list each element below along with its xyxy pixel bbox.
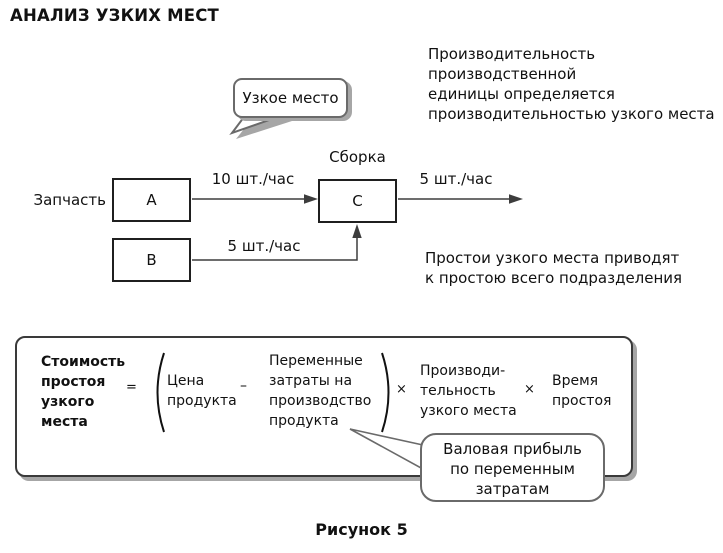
formula-downtime-line: простоя	[552, 393, 612, 409]
arrow-b-to-c-head	[352, 224, 361, 238]
formula-variable-cost-line: затраты на	[269, 373, 353, 389]
formula-variable-cost-term	[269, 351, 371, 431]
formula-price-line: Цена	[167, 373, 205, 389]
node-a-label: A	[146, 191, 157, 209]
note-productivity-line: единицы определяется	[428, 85, 615, 103]
node-c-box	[318, 179, 397, 223]
gross-profit-callout-line: Валовая прибыль	[443, 440, 582, 458]
bottleneck-callout	[233, 78, 348, 118]
figure-caption: Рисунок 5	[315, 520, 408, 539]
minus-sign: –	[240, 378, 247, 394]
formula-throughput-line: узкого места	[420, 403, 517, 419]
formula-variable-cost-line: продукта	[269, 413, 339, 429]
note-productivity-line: производительностью узкого места	[428, 105, 715, 123]
equals-sign: =	[126, 380, 137, 395]
note-downtime	[425, 248, 682, 288]
note-downtime-line: к простою всего подразделения	[425, 269, 683, 287]
note-productivity-line: производственной	[428, 65, 577, 83]
formula-downtime-term	[552, 371, 611, 411]
note-downtime-line: Простои узкого места приводят	[425, 249, 680, 267]
node-b-box	[112, 238, 191, 282]
rate-a-to-c: 10 шт./час	[211, 170, 295, 188]
gross-profit-callout-line: по переменным	[450, 460, 575, 478]
formula-variable-cost-line: Переменные	[269, 353, 363, 369]
rate-b-to-c: 5 шт./час	[227, 237, 301, 255]
note-productivity-line: Производительность	[428, 45, 596, 63]
formula-price-line: продукта	[167, 393, 237, 409]
page-title: АНАЛИЗ УЗКИХ МЕСТ	[10, 6, 219, 25]
formula-variable-cost-line: производство	[269, 393, 372, 409]
input-part-label: Запчасть	[33, 191, 106, 209]
arrow-a-to-c-head	[304, 194, 318, 203]
note-productivity	[428, 44, 715, 124]
formula-result-line: места	[41, 414, 88, 430]
formula-price-term	[167, 371, 237, 411]
gross-profit-callout	[420, 433, 605, 502]
gross-profit-callout-line: затратам	[475, 480, 550, 498]
formula-result-line: простоя	[41, 374, 106, 390]
formula-result-term	[41, 352, 125, 432]
rate-output: 5 шт./час	[419, 170, 493, 188]
formula-result-line: узкого	[41, 394, 95, 410]
formula-throughput-line: тельность	[420, 383, 496, 399]
node-c-label: C	[352, 192, 363, 210]
node-b-label: B	[146, 251, 157, 269]
formula-throughput-line: Производи-	[420, 363, 506, 379]
bottleneck-callout-label: Узкое место	[242, 89, 339, 107]
assembly-label: Сборка	[329, 148, 386, 166]
bottleneck-callout-tail-shadow	[236, 119, 292, 139]
formula-result-line: Стоимость	[41, 354, 126, 370]
multiply-sign-1: ×	[396, 382, 407, 397]
formula-downtime-line: Время	[552, 373, 599, 389]
arrow-output-head	[509, 194, 523, 203]
multiply-sign-2: ×	[524, 382, 535, 397]
node-a-box	[112, 178, 191, 222]
formula-throughput-term	[420, 361, 517, 421]
